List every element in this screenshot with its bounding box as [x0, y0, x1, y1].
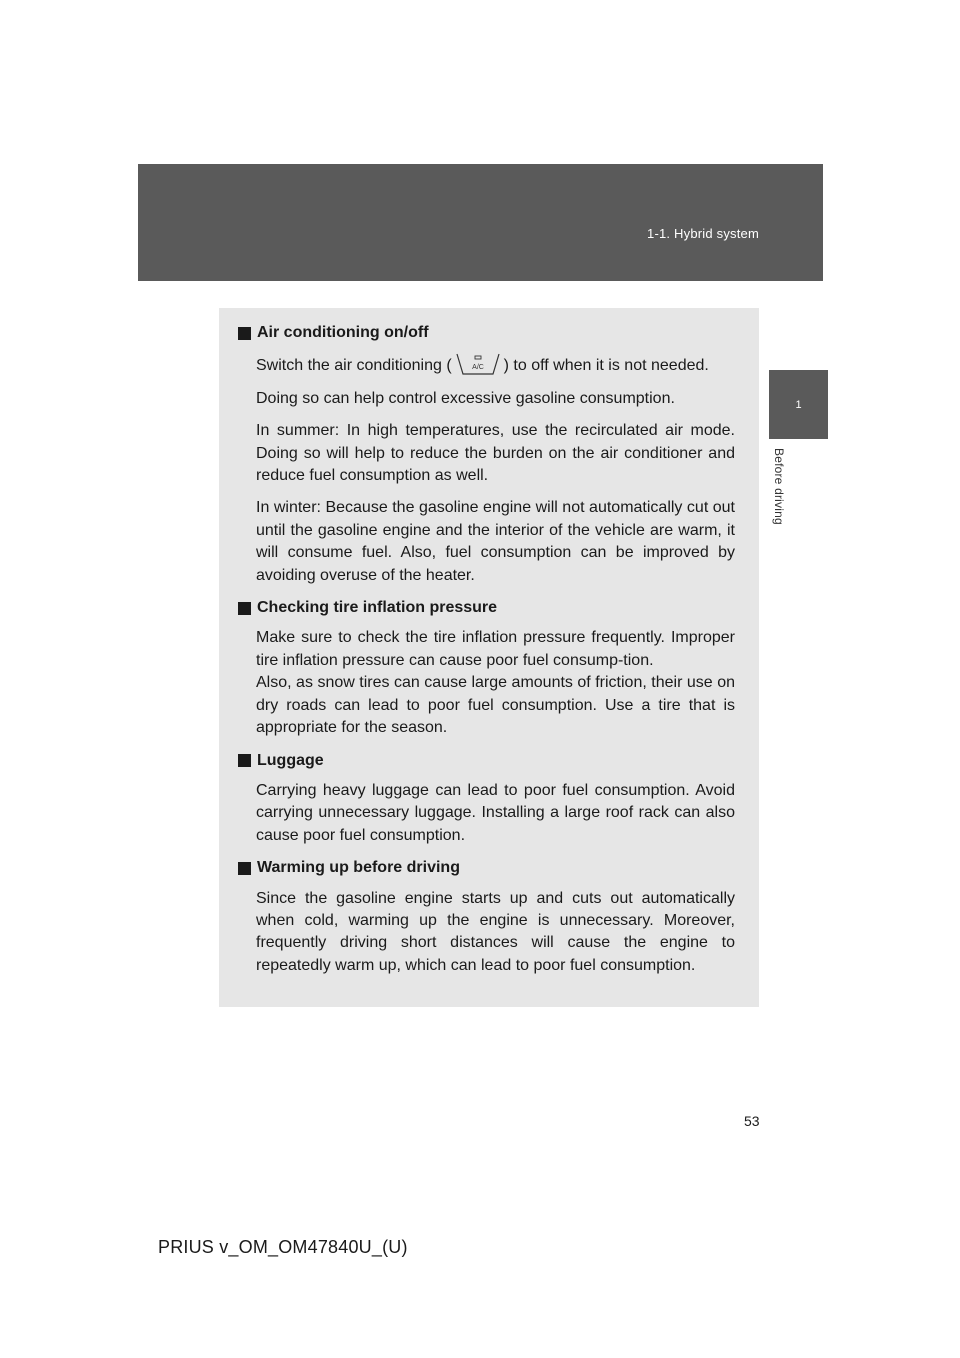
paragraph: Doing so can help control excessive gasoline consumption.: [256, 389, 675, 407]
heading-text: Luggage: [257, 751, 324, 769]
section-air-conditioning: [238, 322, 735, 587]
ac-button-icon: [454, 352, 502, 376]
chapter-label: Before driving: [772, 448, 786, 525]
paragraph: Since the gasoline engine starts up and cuts out automatically when cold, warming up the engine is unnecessary. Moreover, frequently driving short distances will cause the engine to repeatedly warm up, which can lead to poor fuel consumption.: [256, 889, 735, 974]
document-code: PRIUS v_OM_OM47840U_(U): [158, 1237, 408, 1257]
paragraph: Carrying heavy luggage can lead to poor fuel consumption. Avoid carrying unnecessary luggage. Installing a large roof rack can also cause poor fuel consumption.: [256, 781, 735, 844]
section-title: 1-1. Hybrid system: [647, 226, 759, 241]
section-warming-up: [238, 857, 735, 977]
square-bullet-icon: [238, 862, 251, 875]
paragraph: Make sure to check the tire inflation pressure frequently. Improper tire inflation pressure can cause poor fuel consump-tion.: [256, 629, 735, 669]
section-tire-pressure: [238, 597, 735, 739]
section-heading: [238, 322, 735, 344]
paragraph: In summer: In high temperatures, use the recirculated air mode. Doing so will help to reduce the burden on the air conditioner and reduce fuel consumption as well.: [256, 422, 735, 485]
ac-label: A/C: [471, 364, 484, 372]
page-number: 53: [744, 1113, 760, 1129]
paragraph: [256, 352, 735, 377]
heading-text: Air conditioning on/off: [257, 324, 429, 341]
paragraph: In winter: Because the gasoline engine will not automatically cut out until the gasoline engine and the interior of the vehicle are warm, it will consume fuel. Also, fuel consumption can be improved by avoiding overuse of the heater.: [256, 499, 735, 584]
square-bullet-icon: [238, 327, 251, 340]
section-heading: [238, 857, 735, 879]
info-box: [219, 308, 759, 1007]
square-bullet-icon: [238, 754, 251, 767]
square-bullet-icon: [238, 602, 251, 615]
header-band: [138, 164, 823, 281]
heading-text: Warming up before driving: [257, 859, 460, 877]
text-segment: ) to off when it is not needed.: [503, 357, 709, 375]
section-heading: [238, 750, 735, 772]
chapter-tab: 1: [769, 370, 828, 439]
section-heading: [238, 597, 735, 619]
text-segment: Switch the air conditioning (: [256, 357, 452, 375]
heading-text: Checking tire inflation pressure: [257, 599, 498, 617]
paragraph: Also, as snow tires can cause large amounts of friction, their use on dry roads can lead to poor fuel consumption. Use a tire that is appropriate for the season.: [256, 674, 735, 737]
section-luggage: [238, 750, 735, 848]
